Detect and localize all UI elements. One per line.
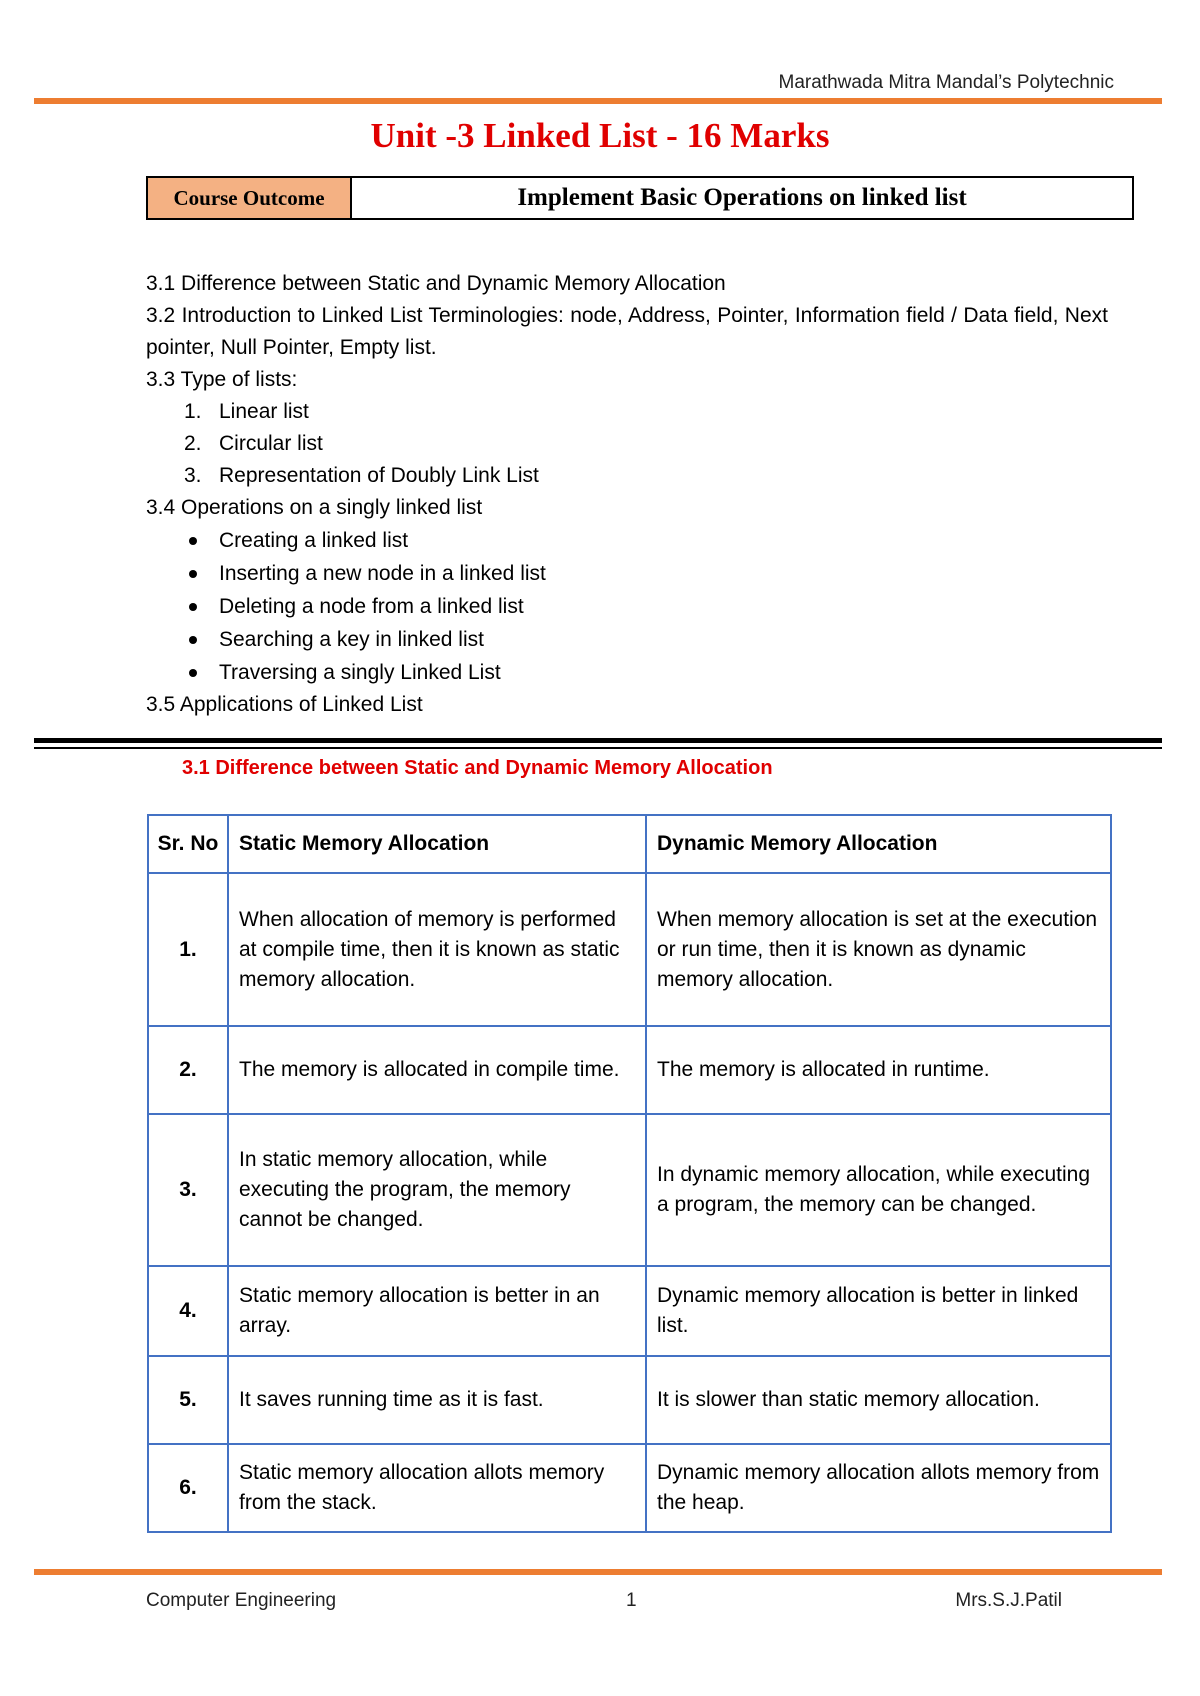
course-outcome-label: Course Outcome: [148, 178, 352, 218]
cell-static: Static memory allocation allots memory from the stack.: [228, 1444, 646, 1532]
footer-author: Mrs.S.J.Patil: [955, 1590, 1062, 1611]
footer-orange-rule: [34, 1569, 1162, 1575]
syllabus-item-3-1: 3.1 Difference between Static and Dynamic Memory Allocation: [146, 272, 726, 295]
footer-page-number: 1: [626, 1590, 637, 1611]
row-number: 2.: [148, 1026, 228, 1114]
table-row: [148, 1266, 1111, 1356]
syllabus-item-3-2: 3.2 Introduction to Linked List Terminologies: node, Address, Pointer, Information field / Data field, Next pointer, Null Pointer, Empty list.: [146, 304, 1108, 359]
course-outcome-box: [146, 176, 1134, 220]
row-number: 3.: [148, 1114, 228, 1266]
cell-static: When allocation of memory is performed at compile time, then it is known as static memory allocation.: [228, 873, 646, 1026]
table-row: [148, 873, 1111, 1026]
bullet-icon: [189, 603, 197, 611]
row-number: 6.: [148, 1444, 228, 1532]
syllabus-item-3-3: 3.3 Type of lists:: [146, 368, 298, 391]
bullet-icon: [189, 537, 197, 545]
list-item-text: Linear list: [219, 400, 309, 423]
comparison-table: [147, 814, 1112, 1533]
bullet-icon: [189, 636, 197, 644]
list-item-text: Searching a key in linked list: [219, 628, 484, 651]
cell-static: It saves running time as it is fast.: [228, 1356, 646, 1444]
list-item-text: Traversing a singly Linked List: [219, 661, 501, 684]
page-title: Unit -3 Linked List - 16 Marks: [370, 116, 830, 155]
list-item: [146, 428, 1108, 460]
cell-dynamic: Dynamic memory allocation is better in linked list.: [646, 1266, 1111, 1356]
row-number: 1.: [148, 873, 228, 1026]
list-item: [146, 524, 1108, 557]
cell-dynamic: In dynamic memory allocation, while executing a program, the memory can be changed.: [646, 1114, 1111, 1266]
table-row: [148, 1114, 1111, 1266]
header-orange-rule: [34, 98, 1162, 104]
footer-department: Computer Engineering: [146, 1590, 337, 1611]
column-header-static: Static Memory Allocation: [228, 815, 646, 873]
list-operations: [146, 524, 1108, 689]
list-item: [146, 623, 1108, 656]
list-item: [146, 656, 1108, 689]
list-item-text: Inserting a new node in a linked list: [219, 562, 546, 585]
list-item-text: Circular list: [219, 432, 323, 455]
syllabus-item-3-5: 3.5 Applications of Linked List: [146, 693, 423, 716]
bullet-icon: [189, 570, 197, 578]
syllabus-outline: [146, 268, 1108, 721]
header-organization: Marathwada Mitra Mandal’s Polytechnic: [778, 72, 1114, 93]
row-number: 4.: [148, 1266, 228, 1356]
list-item: [146, 557, 1108, 590]
list-types: [146, 396, 1108, 492]
section-divider-thick: [34, 738, 1162, 743]
cell-static: The memory is allocated in compile time.: [228, 1026, 646, 1114]
cell-dynamic: When memory allocation is set at the execution or run time, then it is known as dynamic memory allocation.: [646, 873, 1111, 1026]
list-item: [146, 396, 1108, 428]
list-number: 3.: [184, 464, 202, 487]
column-header-sr: Sr. No: [148, 815, 228, 873]
bullet-icon: [189, 669, 197, 677]
syllabus-item-3-4: 3.4 Operations on a singly linked list: [146, 496, 483, 519]
list-item: [146, 460, 1108, 492]
list-item-text: Deleting a node from a linked list: [219, 595, 524, 618]
table-row: [148, 1356, 1111, 1444]
row-number: 5.: [148, 1356, 228, 1444]
cell-dynamic: The memory is allocated in runtime.: [646, 1026, 1111, 1114]
section-heading: 3.1 Difference between Static and Dynamic Memory Allocation: [182, 757, 773, 779]
table-row: [148, 1444, 1111, 1532]
table-header-row: [148, 815, 1111, 873]
course-outcome-value: Implement Basic Operations on linked list: [517, 184, 967, 211]
list-number: 1.: [184, 400, 202, 423]
section-divider-thin: [34, 747, 1162, 749]
cell-static: In static memory allocation, while executing the program, the memory cannot be changed.: [228, 1114, 646, 1266]
list-item: [146, 590, 1108, 623]
column-header-dynamic: Dynamic Memory Allocation: [646, 815, 1111, 873]
list-number: 2.: [184, 432, 202, 455]
cell-dynamic: It is slower than static memory allocation.: [646, 1356, 1111, 1444]
table-row: [148, 1026, 1111, 1114]
cell-static: Static memory allocation is better in an array.: [228, 1266, 646, 1356]
list-item-text: Creating a linked list: [219, 529, 409, 552]
cell-dynamic: Dynamic memory allocation allots memory from the heap.: [646, 1444, 1111, 1532]
list-item-text: Representation of Doubly Link List: [219, 464, 539, 487]
